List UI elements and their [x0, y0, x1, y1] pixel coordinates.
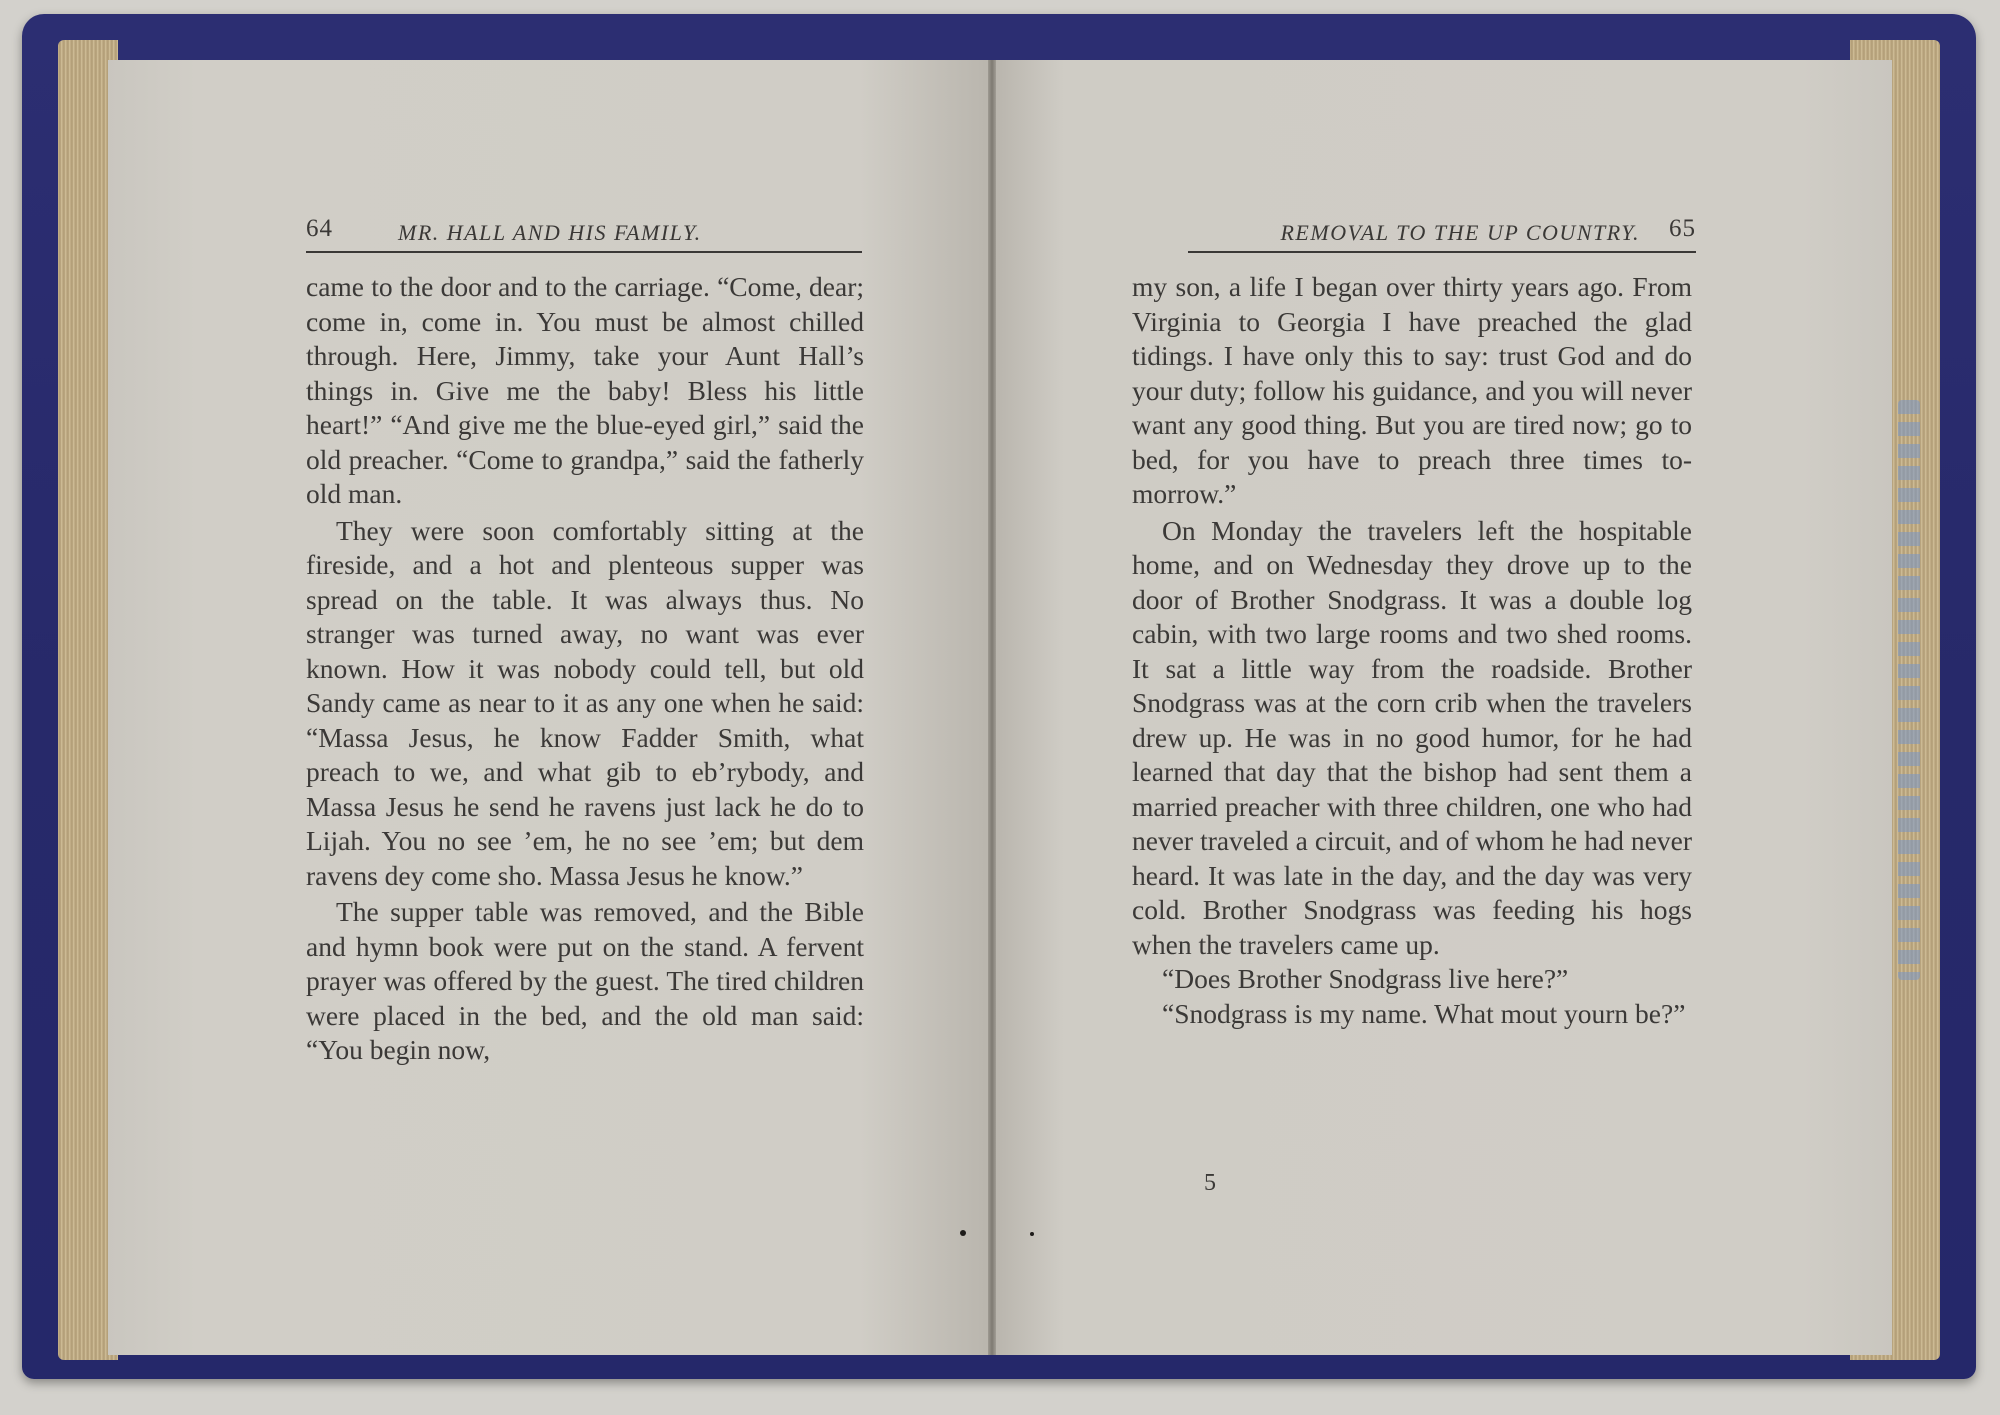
right-paragraph-3: “Does Brother Snodgrass live here?”: [1162, 963, 1569, 994]
right-paragraph-4: “Snodgrass is my name. What mout yourn be?”: [1162, 997, 1686, 1029]
right-running-head-title: REMOVAL TO THE UP COUNTRY.: [1280, 220, 1640, 245]
ink-speck: [960, 1230, 966, 1236]
left-text-column: [306, 270, 864, 1068]
book-gutter: [988, 60, 996, 1355]
right-text-column: [1132, 270, 1692, 1031]
ink-speck: [1030, 1232, 1034, 1236]
left-paragraph-2: They were soon comfortably sitting at the fireside, and a hot and plenteous supper was spread on the table. It was always thus. No stranger was turned away, no want was ever known. How it was nobody could tell, but old Sandy came as near to it as any one when he said: “Massa Jesus, he know Fadder Smith, what preach to we, and what gib to eb’rybody, and Massa Jesus he send he ravens just lack he do to Lijah. You no see ’em, he no see ’em; but dem ravens dey come sho. Massa Jesus he know.”: [306, 514, 864, 891]
left-paragraph-3: The supper table was removed, and the Bible and hymn book were put on the stand. A fervent prayer was offered by the guest. The tired children were placed in the bed, and the old man said: “You begin now,: [306, 896, 864, 1065]
left-running-head: [306, 215, 862, 253]
signature-mark: 5: [1204, 1170, 1216, 1196]
left-page-number: 64: [306, 215, 333, 242]
right-paragraph-1: my son, a life I began over thirty years ago. From Virginia to Georgia I have preached the glad tidings. I have only this to say: trust God and do your duty; follow his guidance, and you will never want any good thing. But you are tired now; go to bed, for you have to preach three times to-morrow.”: [1132, 271, 1692, 509]
left-running-head-title: MR. HALL AND HIS FAMILY.: [398, 220, 702, 245]
right-page-number: 65: [1669, 215, 1696, 242]
right-running-head: [1188, 215, 1696, 253]
right-paragraph-2: On Monday the travelers left the hospitable home, and on Wednesday they drove up to the door of Brother Snodgrass. It was a double log cabin, with two large rooms and two shed rooms. It sat a little way from the roadside. Brother Snodgrass was at the corn crib when the travelers drew up. He was in no good humor, for he had learned that day that the bishop had sent them a married preacher with three children, one who had never traveled a circuit, and of whom he had never heard. It was late in the day, and the day was very cold. Brother Snodgrass was feeding his hogs when the travelers came up.: [1132, 514, 1692, 960]
left-paragraph-1: came to the door and to the carriage. “Come, dear; come in, come in. You must be almost chilled through. Here, Jimmy, take your Aunt Hall’s things in. Give me the baby! Bless his little heart!” “And give me the blue-eyed girl,” said the old preacher. “Come to grandpa,” said the fatherly old man.: [306, 271, 864, 509]
library-stamp: [1898, 400, 1920, 980]
